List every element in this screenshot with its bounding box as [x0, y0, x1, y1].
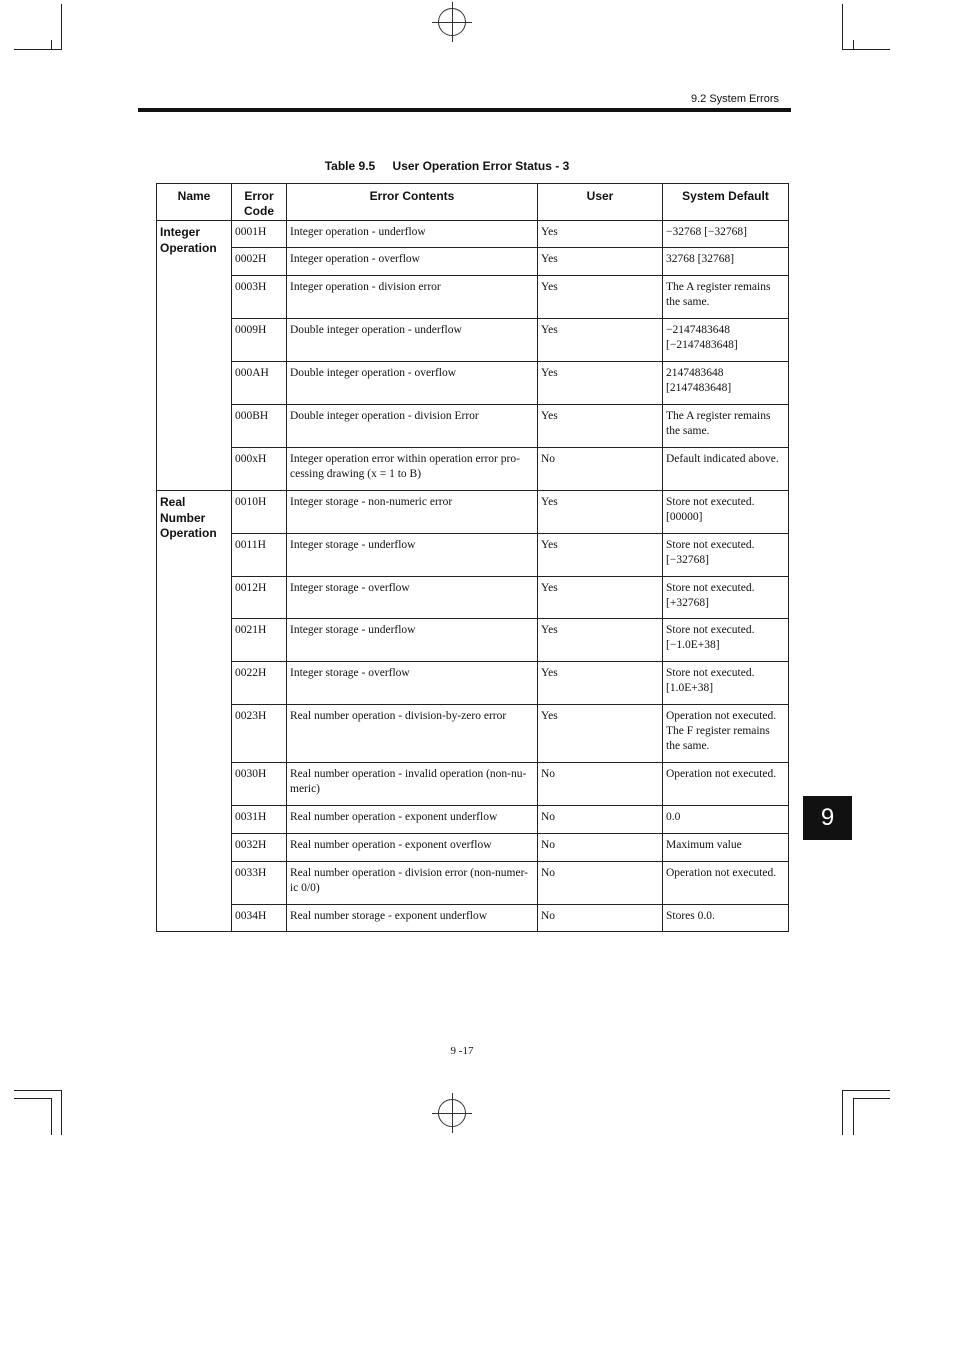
error-code-cell: 0033H: [232, 862, 287, 905]
chapter-tab: 9: [803, 796, 852, 840]
error-code-cell: 000BH: [232, 405, 287, 448]
error-contents-cell: Integer operation - overflow: [287, 248, 538, 276]
table-row: [157, 276, 789, 319]
system-default-cell: Store not executed. [+32768]: [663, 577, 789, 619]
table-row: [157, 662, 789, 705]
running-header: 9.2 System Errors: [690, 93, 779, 105]
user-cell: Yes: [538, 619, 663, 662]
user-cell: Yes: [538, 662, 663, 705]
error-status-table: [156, 183, 789, 932]
table-row: [157, 221, 789, 248]
system-default-cell: 2147483648 [2147483648]: [663, 362, 789, 405]
error-contents-cell: Real number operation - exponent overflow: [287, 834, 538, 862]
user-cell: Yes: [538, 221, 663, 248]
error-code-cell: 000xH: [232, 448, 287, 491]
table-row: [157, 763, 789, 806]
table-caption: [0, 159, 954, 173]
system-default-cell: The A register remains the same.: [663, 276, 789, 319]
table-row: [157, 834, 789, 862]
error-code-cell: 0032H: [232, 834, 287, 862]
error-code-cell: 0031H: [232, 806, 287, 834]
table-row: [157, 534, 789, 577]
error-code-cell: 0012H: [232, 577, 287, 619]
table-header-row: [157, 184, 789, 221]
table-body: [157, 221, 789, 932]
default-header: System Default: [663, 184, 789, 221]
user-cell: No: [538, 763, 663, 806]
system-default-cell: Maximum value: [663, 834, 789, 862]
name-header: Name: [157, 184, 232, 221]
group-name-cell: Integer Operation: [157, 221, 232, 491]
user-cell: Yes: [538, 248, 663, 276]
user-cell: Yes: [538, 491, 663, 534]
system-default-cell: Store not executed. [1.0E+38]: [663, 662, 789, 705]
error-contents-cell: Integer storage - non-numeric error: [287, 491, 538, 534]
contents-header: Error Contents: [287, 184, 538, 221]
user-cell: Yes: [538, 319, 663, 362]
table-row: [157, 806, 789, 834]
table-row: [157, 448, 789, 491]
error-code-cell: 0023H: [232, 705, 287, 763]
table-row: [157, 362, 789, 405]
table-row: [157, 491, 789, 534]
code-header: Error Code: [232, 184, 287, 221]
user-cell: Yes: [538, 276, 663, 319]
error-code-cell: 0003H: [232, 276, 287, 319]
system-default-cell: The A register remains the same.: [663, 405, 789, 448]
system-default-cell: Operation not executed. The F register remains the same.: [663, 705, 789, 763]
system-default-cell: Store not executed. [00000]: [663, 491, 789, 534]
error-code-cell: 0002H: [232, 248, 287, 276]
system-default-cell: −32768 [−32768]: [663, 221, 789, 248]
header-rule: [138, 108, 791, 112]
error-contents-cell: Integer storage - overflow: [287, 577, 538, 619]
table-row: [157, 248, 789, 276]
error-code-cell: 0034H: [232, 905, 287, 932]
table-title: User Operation Error Status - 3: [392, 159, 570, 173]
system-default-cell: Store not executed. [−1.0E+38]: [663, 619, 789, 662]
error-contents-cell: Integer operation - division error: [287, 276, 538, 319]
error-code-cell: 0001H: [232, 221, 287, 248]
error-contents-cell: Integer operation - underflow: [287, 221, 538, 248]
error-contents-cell: Integer storage - underflow: [287, 619, 538, 662]
user-cell: Yes: [538, 577, 663, 619]
table-row: [157, 705, 789, 763]
user-cell: Yes: [538, 405, 663, 448]
user-cell: No: [538, 806, 663, 834]
error-contents-cell: Double integer operation - division Error: [287, 405, 538, 448]
table-number: Table 9.5: [324, 159, 376, 173]
user-cell: No: [538, 448, 663, 491]
error-code-cell: 0021H: [232, 619, 287, 662]
table-row: [157, 905, 789, 932]
system-default-cell: Default indicated above.: [663, 448, 789, 491]
table-row: [157, 862, 789, 905]
error-code-cell: 0030H: [232, 763, 287, 806]
user-cell: Yes: [538, 362, 663, 405]
error-code-cell: 0011H: [232, 534, 287, 577]
error-contents-cell: Real number operation - division-by-zero error: [287, 705, 538, 763]
error-contents-cell: Real number operation - division error (non-numer-ic 0/0): [287, 862, 538, 905]
table-row: [157, 405, 789, 448]
system-default-cell: 32768 [32768]: [663, 248, 789, 276]
error-contents-cell: Integer storage - underflow: [287, 534, 538, 577]
user-cell: Yes: [538, 534, 663, 577]
error-contents-cell: Real number operation - invalid operation (non-nu-meric): [287, 763, 538, 806]
system-default-cell: Operation not executed.: [663, 862, 789, 905]
system-default-cell: −2147483648 [−2147483648]: [663, 319, 789, 362]
error-code-cell: 0010H: [232, 491, 287, 534]
error-contents-cell: Double integer operation - underflow: [287, 319, 538, 362]
user-cell: Yes: [538, 705, 663, 763]
group-name-cell: Real Number Operation: [157, 491, 232, 932]
table-row: [157, 619, 789, 662]
table-row: [157, 577, 789, 619]
system-default-cell: Store not executed. [−32768]: [663, 534, 789, 577]
error-contents-cell: Real number operation - exponent underflow: [287, 806, 538, 834]
error-contents-cell: Integer operation error within operation error pro-cessing drawing (x = 1 to B): [287, 448, 538, 491]
page-number: 9 -17: [450, 1045, 474, 1057]
system-default-cell: Operation not executed.: [663, 763, 789, 806]
error-code-cell: 0009H: [232, 319, 287, 362]
error-code-cell: 000AH: [232, 362, 287, 405]
error-contents-cell: Real number storage - exponent underflow: [287, 905, 538, 932]
system-default-cell: 0.0: [663, 806, 789, 834]
user-header: User: [538, 184, 663, 221]
error-code-cell: 0022H: [232, 662, 287, 705]
user-cell: No: [538, 862, 663, 905]
error-contents-cell: Integer storage - overflow: [287, 662, 538, 705]
error-contents-cell: Double integer operation - overflow: [287, 362, 538, 405]
user-cell: No: [538, 905, 663, 932]
system-default-cell: Stores 0.0.: [663, 905, 789, 932]
table-row: [157, 319, 789, 362]
user-cell: No: [538, 834, 663, 862]
